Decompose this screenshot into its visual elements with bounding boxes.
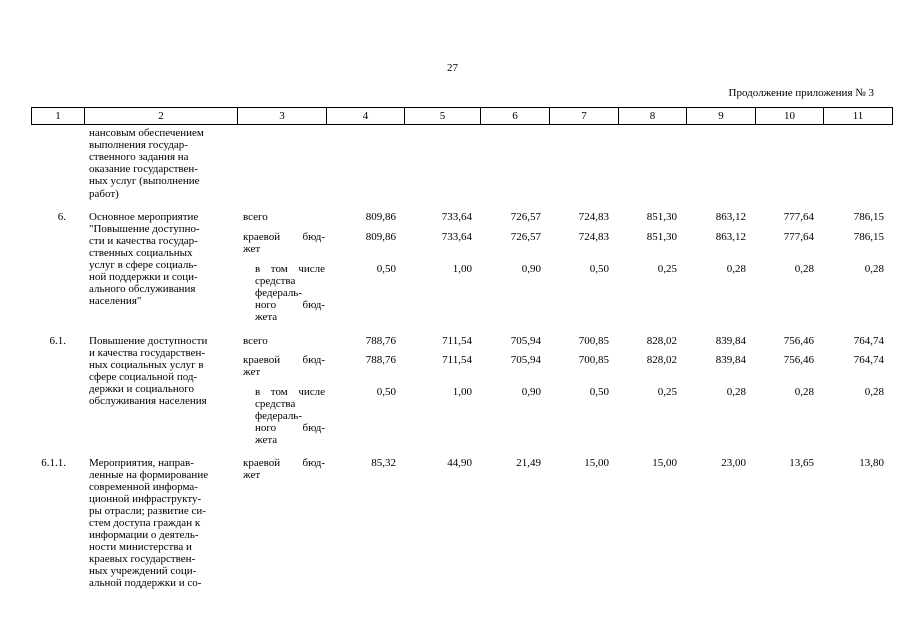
source-label: жета [255, 311, 278, 323]
value-cell: 851,30 [646, 211, 677, 223]
text-line: ности министерства и [89, 541, 192, 553]
text-line: сфере социальной под- [89, 371, 198, 383]
row-number: 6. [57, 211, 66, 223]
value-cell: 23,00 [721, 457, 746, 469]
source-label: краевой бюд- [243, 457, 325, 469]
source-label: краевой бюд- [243, 354, 325, 366]
text-line: "Повышение доступно- [89, 223, 200, 235]
column-header: 1 [32, 108, 85, 125]
source-label: ного бюд- [255, 422, 325, 434]
text-line: и качества государствен- [89, 347, 206, 359]
column-header: 10 [756, 108, 824, 125]
text-line: стем доступа граждан к [89, 517, 201, 529]
column-header: 5 [405, 108, 481, 125]
column-header: 7 [550, 108, 619, 125]
value-cell: 726,57 [510, 231, 541, 243]
value-cell: 0,28 [726, 263, 746, 275]
text-line: обслуживания населения [89, 395, 207, 407]
column-header-row [31, 107, 893, 125]
text-line: услуг в сфере социаль- [89, 259, 198, 271]
text-line: современной информа- [89, 481, 198, 493]
text-line: выполнения государ- [89, 139, 188, 151]
value-cell: 724,83 [578, 211, 609, 223]
text-line: оказание государствен- [89, 163, 198, 175]
value-cell: 705,94 [510, 354, 541, 366]
source-label: жет [243, 243, 261, 255]
value-cell: 863,12 [715, 211, 746, 223]
text-line: информации о деятель- [89, 529, 199, 541]
value-cell: 839,84 [715, 354, 746, 366]
row-number: 6.1.1. [41, 457, 66, 469]
value-cell: 44,90 [447, 457, 472, 469]
column-header: 9 [687, 108, 756, 125]
column-header: 11 [824, 108, 893, 125]
value-cell: 733,64 [441, 231, 472, 243]
text-line: ленные на формирование [89, 469, 209, 481]
value-cell: 786,15 [853, 231, 884, 243]
value-cell: 0,28 [726, 386, 746, 398]
value-cell: 724,83 [578, 231, 609, 243]
value-cell: 0,28 [864, 386, 884, 398]
value-cell: 733,64 [441, 211, 472, 223]
text-line: ных социальных услуг в [89, 359, 204, 371]
value-cell: 863,12 [715, 231, 746, 243]
column-header: 8 [619, 108, 687, 125]
value-cell: 726,57 [510, 211, 541, 223]
text-line: ных услуг (выполнение [89, 175, 200, 187]
source-label: жета [255, 434, 278, 446]
continuation-label: Продолжение приложения № 3 [728, 87, 874, 99]
value-cell: 828,02 [646, 335, 677, 347]
value-cell: 15,00 [652, 457, 677, 469]
text-line: Мероприятия, направ- [89, 457, 194, 469]
value-cell: 700,85 [578, 354, 609, 366]
value-cell: 0,50 [589, 263, 609, 275]
value-cell: 788,76 [365, 335, 396, 347]
value-cell: 0,28 [794, 263, 814, 275]
source-label: в том числе [255, 386, 325, 398]
value-cell: 764,74 [853, 354, 884, 366]
value-cell: 809,86 [365, 231, 396, 243]
value-cell: 1,00 [452, 386, 472, 398]
value-cell: 13,65 [789, 457, 814, 469]
text-line: ального обслуживания [89, 283, 196, 295]
source-label: средства [255, 275, 296, 287]
value-cell: 788,76 [365, 354, 396, 366]
value-cell: 0,28 [864, 263, 884, 275]
source-label: краевой бюд- [243, 231, 325, 243]
text-line: сти и качества государ- [89, 235, 198, 247]
text-line: Повышение доступности [89, 335, 208, 347]
value-cell: 828,02 [646, 354, 677, 366]
row-number: 6.1. [49, 335, 66, 347]
value-cell: 764,74 [853, 335, 884, 347]
value-cell: 0,50 [376, 263, 396, 275]
value-cell: 13,80 [859, 457, 884, 469]
text-line: ственного задания на [89, 151, 189, 163]
source-label: жет [243, 469, 261, 481]
text-line: краевых государствен- [89, 553, 196, 565]
value-cell: 1,00 [452, 263, 472, 275]
value-cell: 0,90 [521, 263, 541, 275]
text-line: работ) [89, 188, 119, 200]
value-cell: 0,50 [376, 386, 396, 398]
value-cell: 756,46 [783, 335, 814, 347]
value-cell: 756,46 [783, 354, 814, 366]
source-label: федераль- [255, 410, 302, 422]
value-cell: 0,90 [521, 386, 541, 398]
column-header: 2 [85, 108, 238, 125]
column-header: 6 [481, 108, 550, 125]
text-line: ственных социальных [89, 247, 193, 259]
value-cell: 0,25 [657, 263, 677, 275]
source-label: всего [243, 335, 268, 347]
text-line: нансовым обеспечением [89, 127, 204, 139]
source-label: федераль- [255, 287, 302, 299]
value-cell: 15,00 [584, 457, 609, 469]
text-line: ры отрасли; развитие си- [89, 505, 206, 517]
value-cell: 21,49 [516, 457, 541, 469]
text-line: ной поддержки и соци- [89, 271, 198, 283]
source-label: в том числе [255, 263, 325, 275]
value-cell: 0,25 [657, 386, 677, 398]
value-cell: 777,64 [783, 211, 814, 223]
value-cell: 0,50 [589, 386, 609, 398]
source-label: ного бюд- [255, 299, 325, 311]
value-cell: 711,54 [442, 335, 472, 347]
value-cell: 0,28 [794, 386, 814, 398]
value-cell: 777,64 [783, 231, 814, 243]
value-cell: 809,86 [365, 211, 396, 223]
source-label: жет [243, 366, 261, 378]
value-cell: 85,32 [371, 457, 396, 469]
text-line: населения" [89, 295, 142, 307]
text-line: Основное мероприятие [89, 211, 199, 223]
column-header: 4 [327, 108, 405, 125]
value-cell: 711,54 [442, 354, 472, 366]
value-cell: 839,84 [715, 335, 746, 347]
source-label: всего [243, 211, 268, 223]
text-line: альной поддержки и со- [89, 577, 202, 589]
value-cell: 851,30 [646, 231, 677, 243]
value-cell: 786,15 [853, 211, 884, 223]
text-line: держки и социального [89, 383, 194, 395]
source-label: средства [255, 398, 296, 410]
text-line: ных учреждений соци- [89, 565, 197, 577]
value-cell: 705,94 [510, 335, 541, 347]
page-number: 27 [447, 62, 458, 74]
value-cell: 700,85 [578, 335, 609, 347]
text-line: ционной инфраструкту- [89, 493, 202, 505]
column-header: 3 [238, 108, 327, 125]
